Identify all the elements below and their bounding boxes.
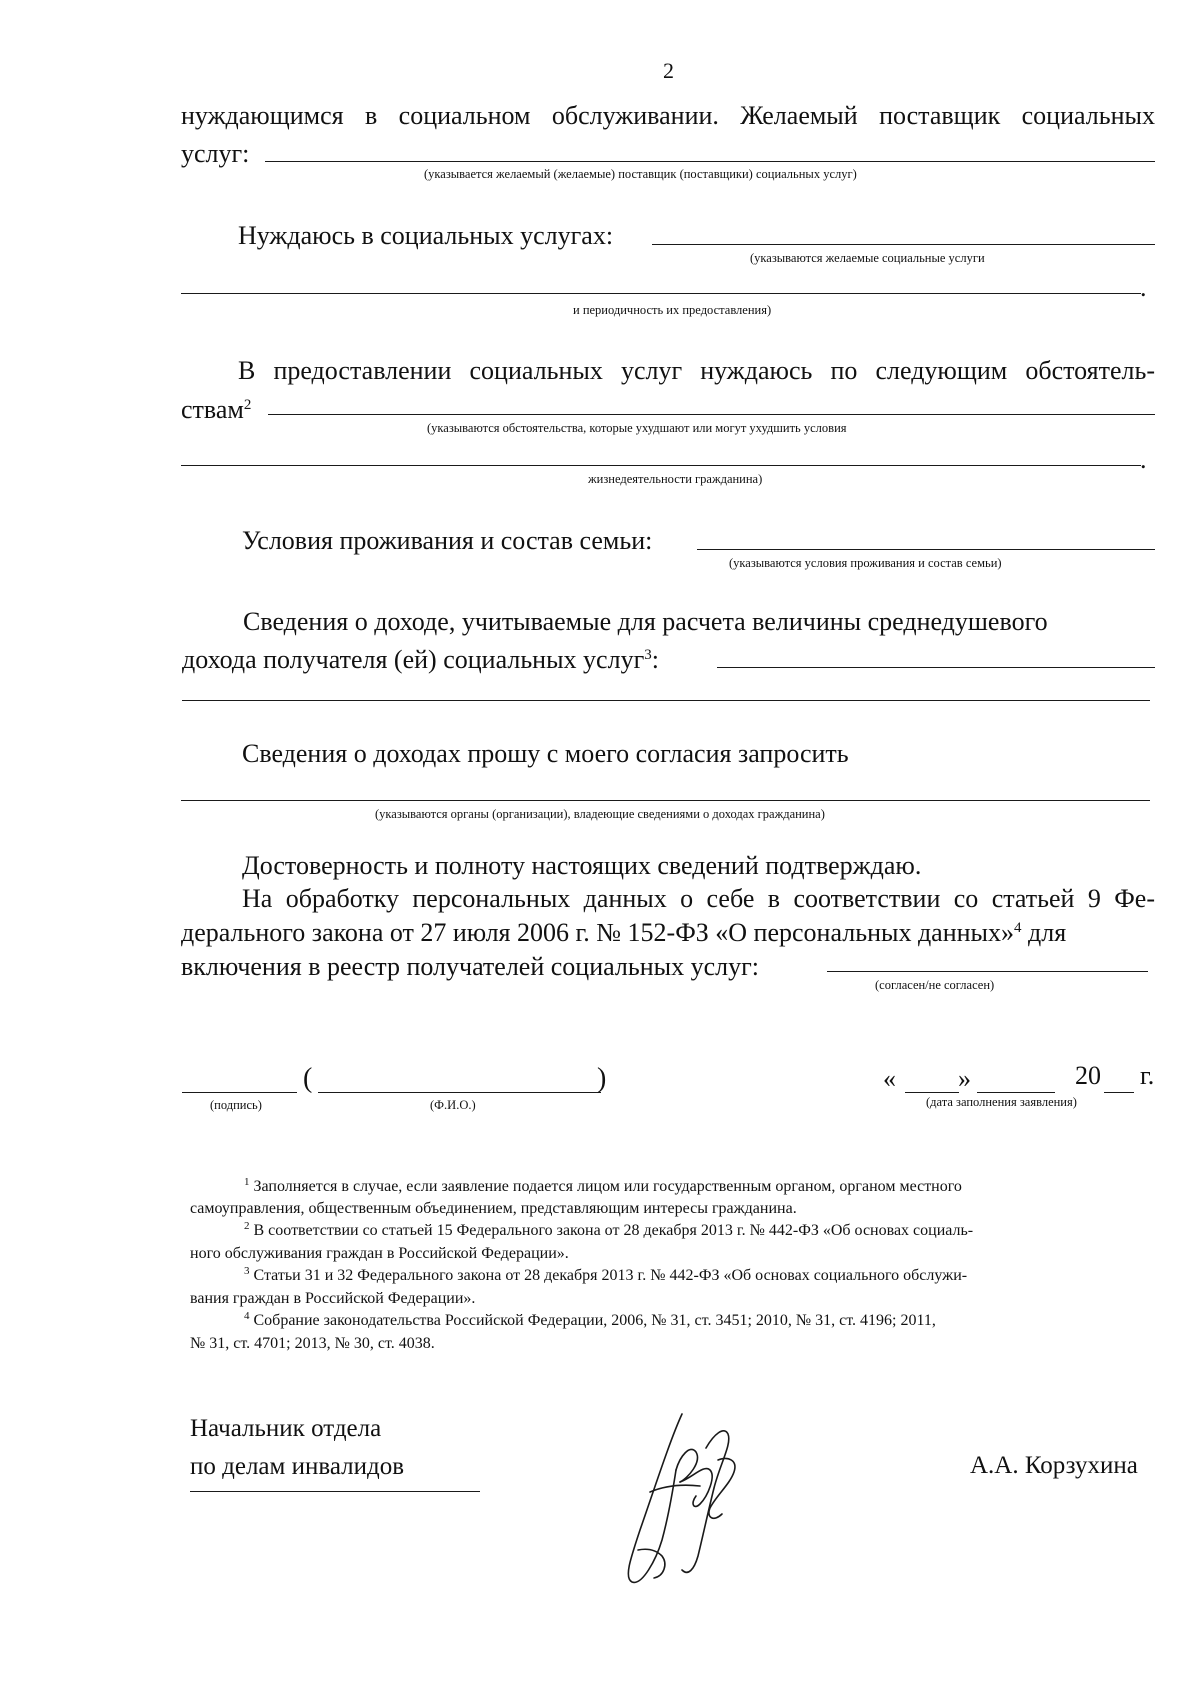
- income-label: дохода получателя (ей) социальных услуг$^3$:: [182, 645, 659, 674]
- consent-input-line[interactable]: [827, 971, 1148, 972]
- consent-line-3: дерального закона от 27 июля 2006 г. № 152-ФЗ «О персональных данных»$^4$ для: [181, 918, 1067, 947]
- circumstances-input-line-2[interactable]: [181, 465, 1141, 466]
- income-input-line[interactable]: [717, 667, 1155, 668]
- signature-caption: (подпись): [210, 1098, 262, 1112]
- needs-caption-1: (указываются желаемые социальные услуги: [750, 251, 985, 265]
- official-title-line-2: по делам инвалидов: [190, 1453, 405, 1480]
- date-quote-close: »: [958, 1064, 971, 1093]
- provider-label: услуг:: [181, 139, 250, 168]
- official-underline: [190, 1491, 480, 1492]
- needs-label: Нуждаюсь в социальных услугах:: [238, 221, 614, 250]
- footnote-1-line-2: самоуправления, общественным объединением, представляющим интересы гражданина.: [190, 1200, 797, 1217]
- page-number: 2: [663, 58, 674, 83]
- official-name: А.А. Корзухина: [970, 1452, 1138, 1479]
- handwritten-signature: [610, 1400, 780, 1590]
- income-request-label: Сведения о доходах прошу с моего согласия запросить: [242, 739, 849, 768]
- date-month-input-line[interactable]: [977, 1092, 1055, 1093]
- provider-caption: (указывается желаемый (желаемые) поставщик (поставщики) социальных услуг): [424, 167, 857, 181]
- fio-paren-close: ): [597, 1063, 607, 1094]
- footnote-2-line-1: $^2$ В соответствии со статьей 15 Федерального закона от 28 декабря 2013 г. № 442-ФЗ «Об основах социаль-: [244, 1220, 974, 1239]
- provider-text-line: нуждающимся в социальном обслуживании. Желаемый поставщик социальных: [181, 101, 1155, 130]
- footnote-2-line-2: ного обслуживания граждан в Российской Федерации».: [190, 1245, 569, 1262]
- date-year-prefix: 20: [1075, 1061, 1101, 1090]
- circumstances-period: .: [1140, 445, 1147, 474]
- circumstances-label: ствам$^2$: [181, 395, 252, 424]
- date-caption: (дата заполнения заявления): [926, 1095, 1077, 1109]
- needs-input-line-2[interactable]: [181, 293, 1141, 294]
- footnote-4-line-1: $^4$ Собрание законодательства Российской Федерации, 2006, № 31, ст. 3451; 2010, № 31, ст. 4196; 2011,: [244, 1310, 936, 1329]
- fio-input-line[interactable]: [318, 1092, 601, 1093]
- consent-line-1: Достоверность и полноту настоящих сведений подтверждаю.: [242, 851, 922, 880]
- date-day-input-line[interactable]: [905, 1092, 959, 1093]
- circumstances-caption-1: (указываются обстоятельства, которые ухудшают или могут ухудшить условия: [427, 421, 847, 435]
- consent-line-2: На обработку персональных данных о себе в соответствии со статьей 9 Фе-: [242, 884, 1155, 913]
- income-request-caption: (указываются органы (организации), владеющие сведениями о доходах гражданина): [375, 807, 825, 821]
- footnote-ref-3: 3: [644, 647, 652, 663]
- provider-input-line[interactable]: [265, 161, 1155, 162]
- living-label: Условия проживания и состав семьи:: [242, 526, 653, 555]
- signature-input-line[interactable]: [182, 1092, 297, 1093]
- circumstances-caption-2: жизнедеятельности гражданина): [588, 472, 763, 486]
- fio-paren-open: (: [303, 1063, 313, 1094]
- circumstances-input-line[interactable]: [268, 414, 1155, 415]
- needs-input-line[interactable]: [652, 244, 1155, 245]
- consent-caption: (согласен/не согласен): [875, 978, 995, 992]
- official-title-line-1: Начальник отдела: [190, 1415, 382, 1442]
- income-request-input-line[interactable]: [181, 800, 1150, 801]
- needs-caption-2: и периодичность их предоставления): [573, 303, 772, 317]
- date-quote-open: «: [883, 1064, 896, 1093]
- needs-period: .: [1140, 273, 1147, 302]
- income-input-line-2[interactable]: [182, 700, 1150, 701]
- footnote-ref-4: 4: [1014, 920, 1022, 936]
- date-year-input-line[interactable]: [1104, 1092, 1134, 1093]
- living-input-line[interactable]: [697, 549, 1155, 550]
- footnote-1-line-1: $^1$ Заполняется в случае, если заявление подается лицом или государственным органом, органом местного: [244, 1176, 962, 1195]
- footnote-4-line-2: № 31, ст. 4701; 2013, № 30, ст. 4038.: [190, 1335, 435, 1352]
- date-year-suffix: г.: [1140, 1061, 1155, 1090]
- living-caption: (указываются условия проживания и состав семьи): [729, 556, 1002, 570]
- footnote-3-line-1: $^3$ Статьи 31 и 32 Федерального закона от 28 декабря 2013 г. № 442-ФЗ «Об основах социального обслужи-: [244, 1265, 968, 1284]
- footnote-ref-2: 2: [243, 397, 252, 413]
- footnote-3-line-2: вания граждан в Российской Федерации».: [190, 1290, 476, 1307]
- income-text-line: Сведения о доходе, учитываемые для расчета величины среднедушевого: [243, 607, 1048, 636]
- circumstances-text-line: В предоставлении социальных услуг нуждаюсь по следующим обстоятель-: [238, 356, 1155, 385]
- consent-line-4: включения в реестр получателей социальных услуг:: [181, 952, 760, 981]
- fio-caption: (Ф.И.О.): [430, 1098, 476, 1112]
